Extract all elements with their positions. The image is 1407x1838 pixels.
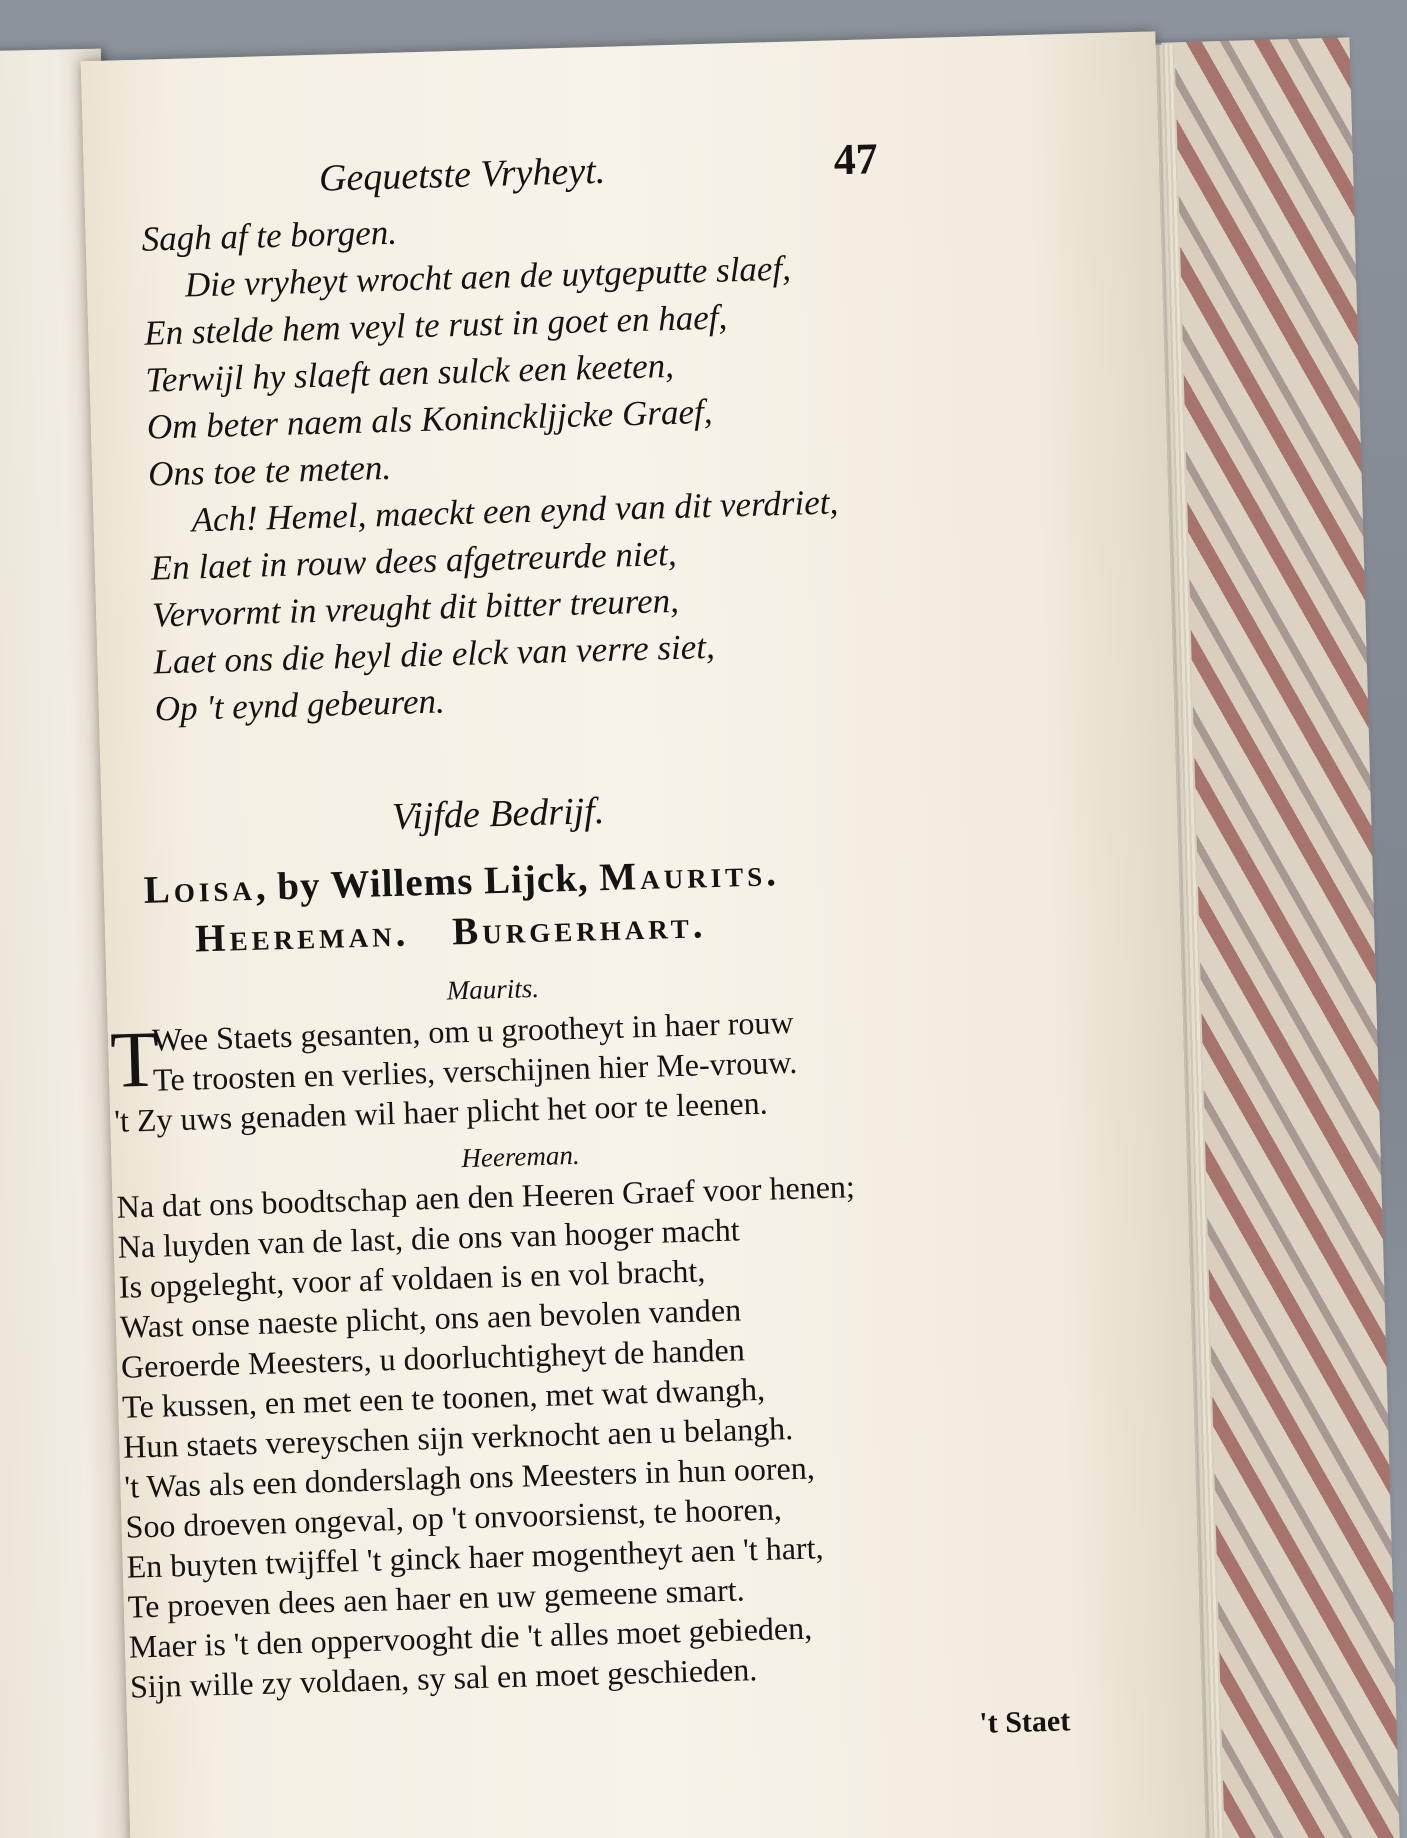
verse-line: Laet ons die heyl die elck van verre siet,	[152, 626, 716, 682]
dialog-line: Na luyden van de last, die ons van hooger macht	[117, 1211, 741, 1265]
cast-description: , by Willems Lijck,	[255, 856, 600, 909]
running-head-title: Gequetste Vryheyt.	[318, 149, 606, 200]
catchword: 't Staet	[978, 1704, 1071, 1740]
dialog-line: Soo droeven ongeval, op 't onvoorsienst, te hooren,	[125, 1490, 783, 1545]
cast-name-heereman: Heereman.	[194, 911, 410, 961]
act-title: Vijfde Bedrijf.	[391, 790, 605, 838]
verse-line: Sagh af te borgen.	[141, 212, 398, 259]
cast-name-maurits: Maurits.	[598, 851, 781, 900]
dialog-line: Wast onse naeste plicht, ons aen bevolen vanden	[119, 1291, 742, 1345]
verse-line: Terwijl hy slaeft aen sulck een keeten,	[145, 345, 675, 400]
cast-name-burgerhart: Burgerhart.	[451, 903, 708, 954]
cast-line-2	[195, 902, 707, 961]
dialog-line: Na dat ons boodtschap aen den Heeren Graef voor henen;	[116, 1168, 856, 1225]
book-page	[81, 31, 1207, 1838]
speaker-label: Maurits.	[446, 972, 540, 1006]
cast-name-loisa: Loisa	[143, 865, 257, 912]
dialog-line: Te troosten en verlies, verschijnen hier Me-vrouw.	[152, 1043, 798, 1098]
dialog-line: 't Was als een donderslagh ons Meesters in hun ooren,	[123, 1449, 816, 1505]
dialog-line: 't Zy uws genaden wil haer plicht het oor te leenen.	[113, 1084, 769, 1139]
dialog-line: Te kussen, en met een te toonen, met wat dwangh,	[121, 1370, 766, 1425]
dialog-line: Maer is 't den oppervooght die 't alles moet gebieden,	[128, 1609, 813, 1665]
verse-line: Ach! Hemel, maeckt een eynd van dit verdriet,	[190, 482, 839, 540]
dialog-line: Hun staets vereyschen sijn verknocht aen u belangh.	[122, 1410, 794, 1465]
drop-cap: T	[109, 1015, 161, 1105]
dialog-line: Is opgeleght, voor af voldaen is en vol bracht,	[118, 1252, 706, 1305]
dialog-line: Sijn wille zy voldaen, sy sal en moet geschieden.	[129, 1651, 758, 1705]
verse-line: Op 't eynd gebeuren.	[154, 681, 446, 729]
dialog-line: Wee Staets gesanten, om u grootheyt in haer rouw	[151, 1003, 794, 1058]
verse-line: Die vryheyt wrocht aen de uytgeputte slaef,	[184, 248, 792, 305]
dialog-line: Te proeven dees aen haer en uw gemeene smart.	[127, 1571, 746, 1625]
page-number: 47	[833, 134, 879, 185]
verse-line: En laet in rouw dees afgetreurde niet,	[150, 533, 678, 588]
dialog-line: En buyten twijffel 't ginck haer mogentheyt aen 't hart,	[126, 1529, 824, 1585]
speaker-label: Heereman.	[461, 1139, 581, 1174]
dialog-line: Geroerde Meesters, u doorluchtigheyt de handen	[120, 1331, 746, 1385]
verse-line: En stelde hem veyl te rust in goet en haef,	[143, 297, 728, 353]
verse-line: Vervormt in vreught dit bitter treuren,	[151, 580, 680, 635]
verse-line: Om beter naem als Koninckljjcke Graef,	[146, 391, 713, 447]
verse-line: Ons toe te meten.	[147, 447, 392, 494]
